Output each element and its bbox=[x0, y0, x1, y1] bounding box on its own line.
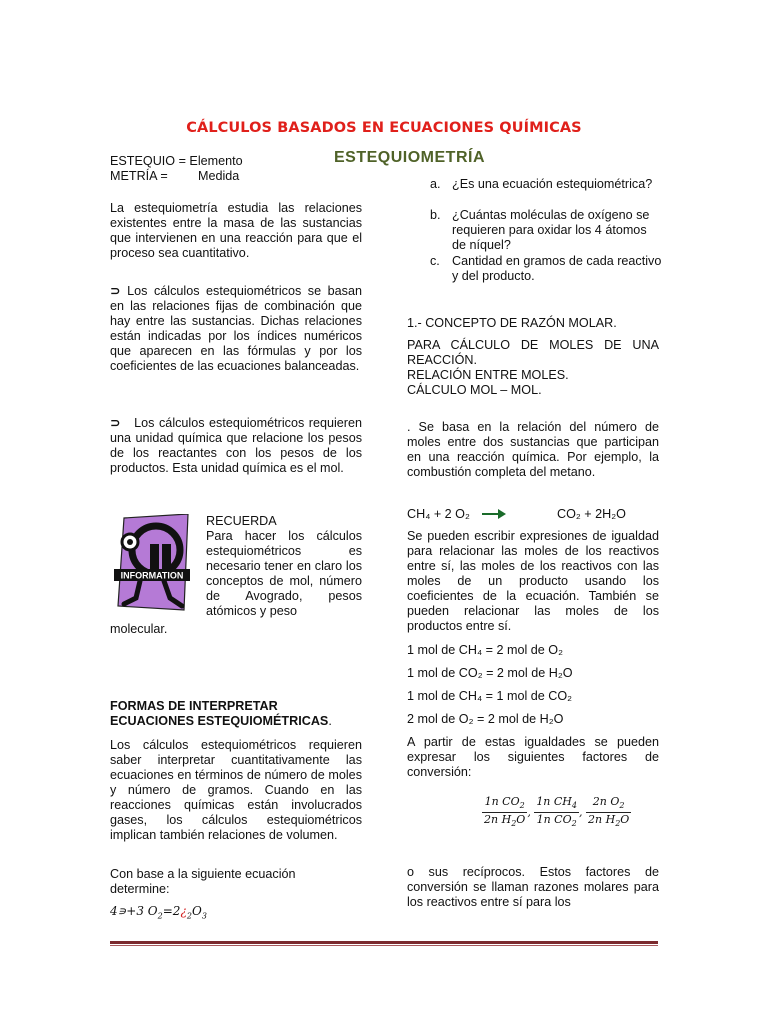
remember-tail: molecular. bbox=[110, 622, 168, 636]
remember-title: RECUERDA bbox=[206, 514, 277, 528]
frac-sub: 2 bbox=[519, 801, 525, 811]
bullet-arrow-icon: ⊃ bbox=[110, 284, 121, 298]
question-text: ¿Cuántas moléculas de oxígeno se requieren para oxidar los 4 átomos de níquel? bbox=[452, 208, 650, 252]
calc-line-2: RELACIÓN ENTRE MOLES. bbox=[407, 368, 569, 382]
bullet-text: Los cálculos estequiométricos se basan en las relaciones fijas de combinación que hay entre las sustancias. Dichas relaciones están indicadas por los índices numéricos que aparecen en las fórmulas y por los coeficientes de las ecuaciones balanceadas. bbox=[110, 284, 362, 373]
equality-4: 2 mol de O₂ = 2 mol de H₂O bbox=[407, 712, 564, 726]
reaction-products: CO₂ + 2H₂O bbox=[557, 507, 626, 521]
equality-3: 1 mol de CH₄ = 1 mol de CO₂ bbox=[407, 689, 573, 703]
bullet-paragraph-1 bbox=[110, 284, 362, 374]
conversion-factors bbox=[482, 795, 631, 830]
question-text: ¿Es una ecuación estequiométrica? bbox=[452, 177, 653, 191]
frac-den-tail: O bbox=[620, 813, 630, 827]
bullet-arrow-icon: ⊃ bbox=[110, 416, 121, 430]
frac-den-tail: O bbox=[516, 813, 526, 827]
bullet-text: Los cálculos estequiométricos requieren una unidad química que relacione los pesos de los reactantes con los pesos de los productos. Esta unidad química es el mol. bbox=[110, 416, 362, 475]
information-icon bbox=[110, 514, 198, 624]
section-heading bbox=[110, 699, 362, 729]
frac-sub: 2 bbox=[511, 819, 517, 829]
fraction-separator: , bbox=[527, 806, 531, 820]
frac-den: 1n CO bbox=[536, 813, 572, 827]
information-label: INFORMATION bbox=[120, 570, 184, 581]
frac-sub: 2 bbox=[615, 819, 621, 829]
question-marker: b. bbox=[430, 208, 441, 222]
concept-title: 1.- CONCEPTO DE RAZÓN MOLAR. bbox=[407, 316, 617, 330]
fraction-3 bbox=[586, 795, 631, 830]
frac-num: 2n O bbox=[592, 795, 620, 808]
eq-symbol: ∍ bbox=[117, 904, 127, 918]
question-text: Cantidad en gramos de cada reactivo y del producto. bbox=[452, 254, 662, 283]
page-subtitle: ESTEQUIOMETRÍA bbox=[334, 149, 486, 166]
eq-unknown: ¿ bbox=[180, 904, 187, 918]
factors-paragraph: A partir de estas igualdades se pueden expresar los siguientes factores de conversión: bbox=[407, 735, 659, 779]
fraction-1 bbox=[482, 795, 527, 830]
footer-rule bbox=[110, 941, 658, 944]
base-paragraph: Con base a la siguiente ecuación determine: bbox=[110, 867, 296, 896]
section-heading-text: FORMAS DE INTERPRETAR ECUACIONES ESTEQUIOMÉTRICAS bbox=[110, 699, 329, 728]
definition-metria-meaning: Medida bbox=[198, 169, 240, 183]
page-title: CÁLCULOS BASADOS EN ECUACIONES QUÍMICAS bbox=[186, 120, 582, 136]
fraction-2 bbox=[534, 795, 579, 830]
reaction-reactants: CH₄ + 2 O₂ bbox=[407, 507, 470, 521]
remember-text: Para hacer los cálculos estequiométricos es necesario tener en claro los conceptos de mol, número de Avogrado, pesos atómicos y peso bbox=[206, 529, 362, 618]
footer-rule-thin bbox=[110, 945, 658, 946]
frac-sub: 2 bbox=[571, 819, 577, 829]
eq-equals: =2 bbox=[162, 904, 181, 918]
section-paragraph: Los cálculos estequiométricos requieren saber interpretar cuantitativamente las ecuaciones en términos de número de moles y número de gramos. Cuando en las reacciones químicas están involucrados gases, los cálculos estequiométricos implican también relaciones de volumen. bbox=[110, 738, 362, 842]
eq-plus: +3 bbox=[126, 904, 144, 918]
eq-product-o: O bbox=[191, 904, 202, 918]
frac-sub: 2 bbox=[619, 801, 625, 811]
reaction-arrow-icon bbox=[482, 508, 506, 524]
calc-line-3: CÁLCULO MOL – MOL. bbox=[407, 383, 542, 397]
intro-paragraph: La estequiometría estudia las relaciones existentes entre la masa de las sustancias que intervienen en una reacción para que el proceso sea cuantitativo. bbox=[110, 201, 362, 260]
eq-oxygen-sub: 2 bbox=[157, 911, 163, 921]
frac-num: 1n CH bbox=[536, 795, 572, 808]
fraction-separator: , bbox=[579, 806, 583, 820]
frac-num: 1n CO bbox=[484, 795, 520, 808]
frac-den: 2n H bbox=[484, 813, 512, 827]
frac-sub: 4 bbox=[571, 801, 577, 811]
eq-unknown-sub: 2 bbox=[186, 911, 192, 921]
equalities-paragraph: Se pueden escribir expresiones de igualdad para relacionar las moles de los reactivos entre sí, las moles de los reactivos con las moles de un producto usando los coeficientes de la ecuación. También se pueden relacionar las moles de los productos entre sí. bbox=[407, 529, 659, 633]
reciprocals-paragraph: o sus recíprocos. Estos factores de conversión se llaman razones molares para los reactivos entre sí para los bbox=[407, 865, 659, 909]
calc-line-1: PARA CÁLCULO DE MOLES DE UNA REACCIÓN. bbox=[407, 338, 659, 367]
bullet-paragraph-2 bbox=[110, 416, 362, 476]
section-heading-period: . bbox=[328, 714, 332, 728]
eq-coefficient: 4 bbox=[110, 904, 118, 918]
frac-den: 2n H bbox=[588, 813, 616, 827]
question-marker: a. bbox=[430, 177, 441, 191]
eq-oxygen: O bbox=[147, 904, 158, 918]
definition-metria-term: METRÍA = bbox=[110, 169, 168, 183]
basis-paragraph: . Se basa en la relación del número de moles entre dos sustancias que participan en una reacción química. Por ejemplo, la combustión completa del metano. bbox=[407, 420, 659, 479]
nickel-equation bbox=[110, 904, 207, 923]
definition-estequio: ESTEQUIO = Elemento bbox=[110, 154, 243, 168]
equality-2: 1 mol de CO₂ = 2 mol de H₂O bbox=[407, 666, 573, 680]
equality-1: 1 mol de CH₄ = 2 mol de O₂ bbox=[407, 643, 563, 657]
question-marker: c. bbox=[430, 254, 440, 268]
eq-product-sub: 3 bbox=[201, 911, 207, 921]
